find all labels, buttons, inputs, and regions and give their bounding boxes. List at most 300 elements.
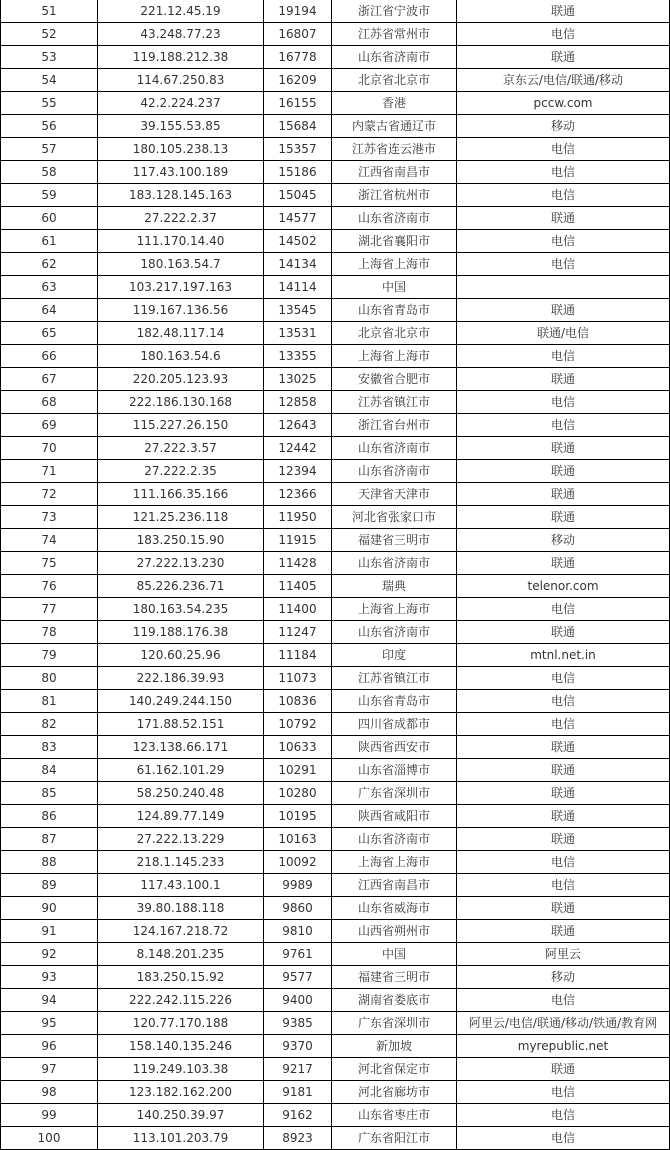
count-cell: 14502 — [264, 230, 332, 253]
isp-cell: 联通 — [457, 46, 670, 69]
ip-cell: 58.250.240.48 — [98, 782, 264, 805]
count-cell: 15684 — [264, 115, 332, 138]
ip-cell: 117.43.100.189 — [98, 161, 264, 184]
table-row — [1, 1035, 670, 1058]
isp-cell: 移动 — [457, 966, 670, 989]
table-row — [1, 414, 670, 437]
isp-cell: 联通 — [457, 897, 670, 920]
count-cell: 13531 — [264, 322, 332, 345]
table-row — [1, 736, 670, 759]
table-row — [1, 575, 670, 598]
count-cell: 11950 — [264, 506, 332, 529]
isp-cell: 电信 — [457, 874, 670, 897]
count-cell: 9217 — [264, 1058, 332, 1081]
isp-cell: 电信 — [457, 598, 670, 621]
ip-cell: 115.227.26.150 — [98, 414, 264, 437]
count-cell: 12394 — [264, 460, 332, 483]
isp-cell: 电信 — [457, 667, 670, 690]
rank-cell: 96 — [1, 1035, 98, 1058]
count-cell: 16807 — [264, 23, 332, 46]
table-row — [1, 184, 670, 207]
ip-cell: 121.25.236.118 — [98, 506, 264, 529]
rank-cell: 95 — [1, 1012, 98, 1035]
count-cell: 10291 — [264, 759, 332, 782]
ip-cell: 85.226.236.71 — [98, 575, 264, 598]
table-row — [1, 989, 670, 1012]
count-cell: 9370 — [264, 1035, 332, 1058]
rank-cell: 61 — [1, 230, 98, 253]
rank-cell: 62 — [1, 253, 98, 276]
isp-cell: 电信 — [457, 230, 670, 253]
rank-cell: 67 — [1, 368, 98, 391]
rank-cell: 91 — [1, 920, 98, 943]
table-row — [1, 1104, 670, 1127]
location-cell: 江苏省常州市 — [332, 23, 457, 46]
location-cell: 陕西省西安市 — [332, 736, 457, 759]
location-cell: 山东省淄博市 — [332, 759, 457, 782]
ip-cell: 43.248.77.23 — [98, 23, 264, 46]
rank-cell: 54 — [1, 69, 98, 92]
location-cell: 上海省上海市 — [332, 851, 457, 874]
ip-cell: 123.182.162.200 — [98, 1081, 264, 1104]
count-cell: 11428 — [264, 552, 332, 575]
rank-cell: 66 — [1, 345, 98, 368]
isp-cell: 电信 — [457, 161, 670, 184]
rank-cell: 83 — [1, 736, 98, 759]
table-row — [1, 322, 670, 345]
ip-cell: 183.250.15.92 — [98, 966, 264, 989]
rank-cell: 78 — [1, 621, 98, 644]
location-cell: 山东省济南市 — [332, 460, 457, 483]
table-row — [1, 92, 670, 115]
location-cell: 瑞典 — [332, 575, 457, 598]
ip-cell: 222.242.115.226 — [98, 989, 264, 1012]
location-cell: 上海省上海市 — [332, 345, 457, 368]
rank-cell: 59 — [1, 184, 98, 207]
count-cell: 16209 — [264, 69, 332, 92]
ip-cell: 111.170.14.40 — [98, 230, 264, 253]
ip-cell: 39.155.53.85 — [98, 115, 264, 138]
location-cell: 山东省青岛市 — [332, 299, 457, 322]
ip-cell: 123.138.66.171 — [98, 736, 264, 759]
location-cell: 印度 — [332, 644, 457, 667]
table-row — [1, 115, 670, 138]
ip-cell: 27.222.13.230 — [98, 552, 264, 575]
location-cell: 山东省威海市 — [332, 897, 457, 920]
ip-cell: 111.166.35.166 — [98, 483, 264, 506]
count-cell: 14114 — [264, 276, 332, 299]
isp-cell: 电信 — [457, 391, 670, 414]
table-row — [1, 0, 670, 23]
location-cell: 山西省朔州市 — [332, 920, 457, 943]
table-row — [1, 759, 670, 782]
table-row — [1, 920, 670, 943]
isp-cell: telenor.com — [457, 575, 670, 598]
isp-cell: 联通 — [457, 299, 670, 322]
count-cell: 10195 — [264, 805, 332, 828]
ip-cell: 182.48.117.14 — [98, 322, 264, 345]
location-cell: 香港 — [332, 92, 457, 115]
rank-cell: 100 — [1, 1127, 98, 1150]
location-cell: 江西省南昌市 — [332, 874, 457, 897]
table-row — [1, 23, 670, 46]
ip-cell: 124.167.218.72 — [98, 920, 264, 943]
location-cell: 广东省深圳市 — [332, 782, 457, 805]
location-cell: 山东省青岛市 — [332, 690, 457, 713]
count-cell: 10792 — [264, 713, 332, 736]
location-cell: 江苏省连云港市 — [332, 138, 457, 161]
table-row — [1, 966, 670, 989]
table-row — [1, 713, 670, 736]
table-row — [1, 161, 670, 184]
count-cell: 10092 — [264, 851, 332, 874]
rank-cell: 89 — [1, 874, 98, 897]
ip-cell: 103.217.197.163 — [98, 276, 264, 299]
count-cell: 15357 — [264, 138, 332, 161]
count-cell: 11247 — [264, 621, 332, 644]
table-row — [1, 805, 670, 828]
table-row — [1, 230, 670, 253]
table-row — [1, 483, 670, 506]
isp-cell: pccw.com — [457, 92, 670, 115]
table-row — [1, 437, 670, 460]
ip-cell: 119.167.136.56 — [98, 299, 264, 322]
location-cell: 江苏省镇江市 — [332, 667, 457, 690]
rank-cell: 52 — [1, 23, 98, 46]
rank-cell: 80 — [1, 667, 98, 690]
table-row — [1, 552, 670, 575]
count-cell: 19194 — [264, 0, 332, 23]
location-cell: 浙江省台州市 — [332, 414, 457, 437]
ip-cell: 124.89.77.149 — [98, 805, 264, 828]
count-cell: 11405 — [264, 575, 332, 598]
rank-cell: 84 — [1, 759, 98, 782]
table-row — [1, 782, 670, 805]
isp-cell: 电信 — [457, 184, 670, 207]
isp-cell: 电信 — [457, 713, 670, 736]
ip-cell: 171.88.52.151 — [98, 713, 264, 736]
ip-cell: 42.2.224.237 — [98, 92, 264, 115]
ip-cell: 113.101.203.79 — [98, 1127, 264, 1150]
count-cell: 9810 — [264, 920, 332, 943]
ip-cell: 119.249.103.38 — [98, 1058, 264, 1081]
table-row — [1, 138, 670, 161]
location-cell: 江苏省镇江市 — [332, 391, 457, 414]
count-cell: 12442 — [264, 437, 332, 460]
location-cell: 山东省济南市 — [332, 46, 457, 69]
ip-cell: 117.43.100.1 — [98, 874, 264, 897]
rank-cell: 57 — [1, 138, 98, 161]
table-row — [1, 276, 670, 299]
table-row — [1, 1081, 670, 1104]
location-cell: 上海省上海市 — [332, 253, 457, 276]
isp-cell: 电信 — [457, 1104, 670, 1127]
table-row — [1, 299, 670, 322]
location-cell: 山东省济南市 — [332, 207, 457, 230]
ip-cell: 119.188.176.38 — [98, 621, 264, 644]
table-row — [1, 851, 670, 874]
table-row — [1, 1127, 670, 1150]
location-cell: 四川省成都市 — [332, 713, 457, 736]
rank-cell: 97 — [1, 1058, 98, 1081]
count-cell: 14577 — [264, 207, 332, 230]
table-row — [1, 506, 670, 529]
rank-cell: 51 — [1, 0, 98, 23]
ip-cell: 140.249.244.150 — [98, 690, 264, 713]
rank-cell: 81 — [1, 690, 98, 713]
ip-cell: 120.60.25.96 — [98, 644, 264, 667]
isp-cell — [457, 276, 670, 299]
location-cell: 河北省廊坊市 — [332, 1081, 457, 1104]
rank-cell: 69 — [1, 414, 98, 437]
rank-cell: 86 — [1, 805, 98, 828]
table-row — [1, 253, 670, 276]
isp-cell: 京东云/电信/联通/移动 — [457, 69, 670, 92]
isp-cell: 电信 — [457, 345, 670, 368]
rank-cell: 77 — [1, 598, 98, 621]
rank-cell: 76 — [1, 575, 98, 598]
count-cell: 12366 — [264, 483, 332, 506]
rank-cell: 68 — [1, 391, 98, 414]
location-cell: 北京省北京市 — [332, 69, 457, 92]
location-cell: 浙江省杭州市 — [332, 184, 457, 207]
table-row — [1, 460, 670, 483]
location-cell: 中国 — [332, 276, 457, 299]
isp-cell: 联通 — [457, 368, 670, 391]
ip-cell: 8.148.201.235 — [98, 943, 264, 966]
location-cell: 广东省阳江市 — [332, 1127, 457, 1150]
rank-cell: 88 — [1, 851, 98, 874]
location-cell: 山东省济南市 — [332, 828, 457, 851]
count-cell: 10163 — [264, 828, 332, 851]
table-body — [1, 0, 670, 1150]
ip-cell: 39.80.188.118 — [98, 897, 264, 920]
location-cell: 福建省三明市 — [332, 529, 457, 552]
rank-cell: 53 — [1, 46, 98, 69]
isp-cell: mtnl.net.in — [457, 644, 670, 667]
ip-cell: 222.186.39.93 — [98, 667, 264, 690]
ip-cell: 180.105.238.13 — [98, 138, 264, 161]
count-cell: 9385 — [264, 1012, 332, 1035]
ip-cell: 27.222.2.35 — [98, 460, 264, 483]
ip-cell: 27.222.3.57 — [98, 437, 264, 460]
isp-cell: 电信 — [457, 1081, 670, 1104]
location-cell: 山东省枣庄市 — [332, 1104, 457, 1127]
rank-cell: 74 — [1, 529, 98, 552]
rank-cell: 73 — [1, 506, 98, 529]
rank-cell: 72 — [1, 483, 98, 506]
location-cell: 安徽省合肥市 — [332, 368, 457, 391]
table-row — [1, 529, 670, 552]
isp-cell: 电信 — [457, 414, 670, 437]
rank-cell: 56 — [1, 115, 98, 138]
table-row — [1, 46, 670, 69]
count-cell: 9400 — [264, 989, 332, 1012]
count-cell: 10633 — [264, 736, 332, 759]
ip-cell: 183.128.145.163 — [98, 184, 264, 207]
ip-cell: 27.222.13.229 — [98, 828, 264, 851]
location-cell: 内蒙古省通辽市 — [332, 115, 457, 138]
table-row — [1, 69, 670, 92]
isp-cell: 联通 — [457, 736, 670, 759]
isp-cell: 电信 — [457, 851, 670, 874]
isp-cell: 电信 — [457, 138, 670, 161]
count-cell: 9761 — [264, 943, 332, 966]
location-cell: 中国 — [332, 943, 457, 966]
table-row — [1, 368, 670, 391]
rank-cell: 94 — [1, 989, 98, 1012]
ip-cell: 222.186.130.168 — [98, 391, 264, 414]
rank-cell: 60 — [1, 207, 98, 230]
ip-cell: 61.162.101.29 — [98, 759, 264, 782]
count-cell: 9860 — [264, 897, 332, 920]
location-cell: 河北省张家口市 — [332, 506, 457, 529]
isp-cell: 移动 — [457, 529, 670, 552]
count-cell: 9181 — [264, 1081, 332, 1104]
rank-cell: 87 — [1, 828, 98, 851]
ip-cell: 221.12.45.19 — [98, 0, 264, 23]
table-row — [1, 621, 670, 644]
count-cell: 15186 — [264, 161, 332, 184]
location-cell: 江西省南昌市 — [332, 161, 457, 184]
count-cell: 10280 — [264, 782, 332, 805]
ip-cell: 180.163.54.7 — [98, 253, 264, 276]
isp-cell: 联通 — [457, 621, 670, 644]
count-cell: 13545 — [264, 299, 332, 322]
table-row — [1, 345, 670, 368]
ip-cell: 183.250.15.90 — [98, 529, 264, 552]
count-cell: 13025 — [264, 368, 332, 391]
isp-cell: 移动 — [457, 115, 670, 138]
table-row — [1, 943, 670, 966]
table-row — [1, 1012, 670, 1035]
location-cell: 山东省济南市 — [332, 621, 457, 644]
isp-cell: 阿里云 — [457, 943, 670, 966]
count-cell: 9162 — [264, 1104, 332, 1127]
ip-cell: 220.205.123.93 — [98, 368, 264, 391]
table-row — [1, 690, 670, 713]
table-row — [1, 667, 670, 690]
isp-cell: 联通 — [457, 437, 670, 460]
count-cell: 12858 — [264, 391, 332, 414]
isp-cell: myrepublic.net — [457, 1035, 670, 1058]
count-cell: 15045 — [264, 184, 332, 207]
count-cell: 9577 — [264, 966, 332, 989]
isp-cell: 联通 — [457, 483, 670, 506]
isp-cell: 联通 — [457, 552, 670, 575]
rank-cell: 98 — [1, 1081, 98, 1104]
count-cell: 11184 — [264, 644, 332, 667]
count-cell: 10836 — [264, 690, 332, 713]
location-cell: 山东省济南市 — [332, 437, 457, 460]
isp-cell: 电信 — [457, 1127, 670, 1150]
count-cell: 9989 — [264, 874, 332, 897]
rank-cell: 99 — [1, 1104, 98, 1127]
count-cell: 11915 — [264, 529, 332, 552]
rank-cell: 70 — [1, 437, 98, 460]
isp-cell: 联通 — [457, 0, 670, 23]
location-cell: 广东省深圳市 — [332, 1012, 457, 1035]
count-cell: 12643 — [264, 414, 332, 437]
rank-cell: 82 — [1, 713, 98, 736]
location-cell: 陕西省咸阳市 — [332, 805, 457, 828]
rank-cell: 75 — [1, 552, 98, 575]
table-row — [1, 897, 670, 920]
table-row — [1, 391, 670, 414]
isp-cell: 电信 — [457, 253, 670, 276]
isp-cell: 联通/电信 — [457, 322, 670, 345]
rank-cell: 65 — [1, 322, 98, 345]
table-row — [1, 644, 670, 667]
count-cell: 8923 — [264, 1127, 332, 1150]
location-cell: 新加坡 — [332, 1035, 457, 1058]
location-cell: 湖北省襄阳市 — [332, 230, 457, 253]
location-cell: 河北省保定市 — [332, 1058, 457, 1081]
table-row — [1, 207, 670, 230]
table-row — [1, 1058, 670, 1081]
table-row — [1, 598, 670, 621]
count-cell: 11073 — [264, 667, 332, 690]
location-cell: 上海省上海市 — [332, 598, 457, 621]
ip-cell: 120.77.170.188 — [98, 1012, 264, 1035]
isp-cell: 电信 — [457, 690, 670, 713]
count-cell: 16778 — [264, 46, 332, 69]
isp-cell: 联通 — [457, 1058, 670, 1081]
table-row — [1, 828, 670, 851]
ip-cell: 158.140.135.246 — [98, 1035, 264, 1058]
isp-cell: 联通 — [457, 828, 670, 851]
ip-cell: 218.1.145.233 — [98, 851, 264, 874]
isp-cell: 联通 — [457, 920, 670, 943]
ip-cell: 27.222.2.37 — [98, 207, 264, 230]
location-cell: 福建省三明市 — [332, 966, 457, 989]
rank-cell: 90 — [1, 897, 98, 920]
location-cell: 北京省北京市 — [332, 322, 457, 345]
location-cell: 天津省天津市 — [332, 483, 457, 506]
ip-cell: 119.188.212.38 — [98, 46, 264, 69]
location-cell: 山东省济南市 — [332, 552, 457, 575]
count-cell: 14134 — [264, 253, 332, 276]
isp-cell: 联通 — [457, 759, 670, 782]
rank-cell: 71 — [1, 460, 98, 483]
rank-cell: 58 — [1, 161, 98, 184]
rank-cell: 92 — [1, 943, 98, 966]
rank-cell: 63 — [1, 276, 98, 299]
rank-cell: 93 — [1, 966, 98, 989]
rank-cell: 55 — [1, 92, 98, 115]
rank-cell: 64 — [1, 299, 98, 322]
ip-cell: 114.67.250.83 — [98, 69, 264, 92]
location-cell: 浙江省宁波市 — [332, 0, 457, 23]
location-cell: 湖南省娄底市 — [332, 989, 457, 1012]
isp-cell: 电信 — [457, 23, 670, 46]
isp-cell: 阿里云/电信/联通/移动/铁通/教育网 — [457, 1012, 670, 1035]
rank-cell: 79 — [1, 644, 98, 667]
isp-cell: 联通 — [457, 506, 670, 529]
ip-cell: 140.250.39.97 — [98, 1104, 264, 1127]
count-cell: 13355 — [264, 345, 332, 368]
count-cell: 11400 — [264, 598, 332, 621]
isp-cell: 联通 — [457, 460, 670, 483]
isp-cell: 联通 — [457, 207, 670, 230]
isp-cell: 联通 — [457, 805, 670, 828]
ip-cell: 180.163.54.6 — [98, 345, 264, 368]
ip-cell: 180.163.54.235 — [98, 598, 264, 621]
rank-cell: 85 — [1, 782, 98, 805]
table-row — [1, 874, 670, 897]
count-cell: 16155 — [264, 92, 332, 115]
isp-cell: 电信 — [457, 989, 670, 1012]
